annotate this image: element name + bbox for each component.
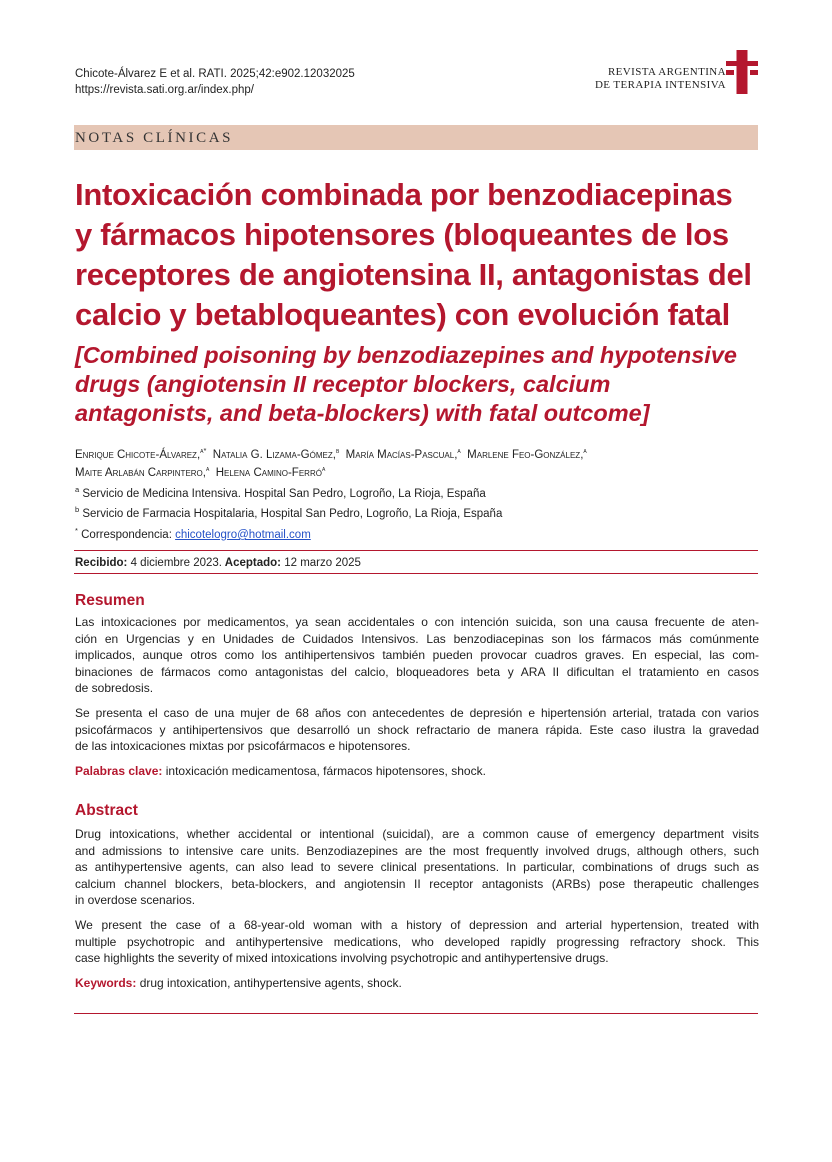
title-en-line: antagonists, and beta-blockers) with fatal outcome]: [75, 400, 650, 426]
divider-bottom: [74, 1013, 758, 1014]
correspondence-email-link[interactable]: chicotelogro@hotmail.com: [175, 529, 311, 541]
rati-logo-icon: [726, 50, 758, 94]
journal-name: [566, 66, 726, 92]
affiliation-a: $^a$ Servicio de Medicina Intensiva. Hospital San Pedro, Logroño, La Rioja, España: [75, 485, 486, 500]
divider-dates: [74, 573, 758, 574]
resumen-paragraph-1: Las intoxicaciones por medicamentos, ya sean accidentales o con intención suicida, son una causa frecuente de aten- ción en Urgencias y en Unidades de Cuidados Intensivos. Las benzodiacepinas son los fármacos más comúnmente implicados, aunque otros como los antihipertensivos también pueden provocar cuadros graves. En especial, las com- binaciones de fármacos como antagonistas del calcio, bloqueadores beta y ARA II dificultan el tratamiento en casos de sobredosis.: [75, 615, 759, 696]
journal-url[interactable]: https://revista.sati.org.ar/index.php/: [75, 84, 254, 96]
abstract-keywords: Keywords: drug intoxication, antihypertensive agents, shock.: [75, 976, 402, 990]
author: María Macías-Pascual,$^a$: [345, 446, 461, 461]
author: Marlene Feo-González,$^a$: [467, 446, 587, 461]
citation-block: [75, 66, 355, 98]
resumen-keywords: Palabras clave: intoxicación medicamentosa, fármacos hipotensores, shock.: [75, 764, 486, 778]
title-es-line: Intoxicación combinada por benzodiacepinas: [75, 177, 733, 212]
journal-name-line2: DE TERAPIA INTENSIVA: [594, 79, 726, 91]
article-title-es: [75, 175, 765, 335]
title-es-line: receptores de angiotensina II, antagonistas del: [75, 257, 752, 292]
author: Enrique Chicote-Álvarez,$^{a*}$: [75, 446, 207, 461]
received-date: 4 diciembre 2023.: [127, 557, 223, 569]
author: Helena Camino-Ferró$^a$: [215, 464, 326, 479]
section-label: NOTAS CLÍNICAS: [75, 130, 234, 146]
title-es-line: calcio y betabloqueantes) con evolución fatal: [75, 297, 730, 332]
accepted-date: 12 marzo 2025: [281, 557, 361, 569]
received-label: Recibido:: [75, 557, 128, 569]
keywords-label: Keywords:: [75, 976, 137, 990]
author-list: [75, 446, 765, 482]
correspondence: * Correspondencia: chicotelogro@hotmail.com: [75, 526, 311, 541]
journal-name-line1: REVISTA ARGENTINA: [607, 66, 726, 78]
title-en-line: drugs (angiotensin II receptor blockers, calcium: [75, 371, 611, 397]
citation-text: Chicote-Álvarez E et al. RATI. 2025;42:e902.12032025: [75, 68, 355, 80]
author: Natalia G. Lizama-Gómez,$^b$: [212, 446, 340, 461]
abstract-paragraph-2: We present the case of a 68-year-old woman with a history of depression and arterial hypertension, treated with multiple psychotropic and antihypertensive medications, who developed rapidly progressing refractory shock. This case highlights the severity of mixed intoxications involving psychotropic and antihypertensive drugs.: [75, 918, 759, 966]
affiliation-b: $^b$ Servicio de Farmacia Hospitalaria, Hospital San Pedro, Logroño, La Rioja, España: [75, 505, 503, 520]
keywords-label: Palabras clave:: [75, 764, 163, 778]
divider-top: [74, 550, 758, 551]
resumen-heading: Resumen: [75, 592, 145, 609]
article-title-en: [75, 341, 765, 428]
title-en-line: [Combined poisoning by benzodiazepines and hypotensive: [75, 342, 737, 368]
title-es-line: y fármacos hipotensores (bloqueantes de los: [75, 217, 729, 252]
resumen-paragraph-2: Se presenta el caso de una mujer de 68 años con antecedentes de depresión e hipertensión arterial, tratada con varios psicofármacos y antihipertensivos que desarrolló un shock refractario de manera rápida. Este caso ilustra la gravedad de las intoxicaciones mixtas por psicofármacos e hipotensores.: [75, 706, 759, 754]
author: Maite Arlabán Carpintero,$^a$: [75, 464, 210, 479]
abstract-paragraph-1: Drug intoxications, whether accidental or intentional (suicidal), are a common cause of emergency department visits and admissions to intensive care units. Benzodiazepines are the most frequently involved drugs, although others, such as antihypertensive agents, can also lead to severe clinical presentations. In particular, combinations of drugs such as calcium channel blockers, beta-blockers, and angiotensin II receptor antagonists (ARBs) pose therapeutic challenges in overdose scenarios.: [75, 827, 759, 908]
abstract-heading: Abstract: [75, 802, 138, 819]
accepted-label: Aceptado:: [222, 557, 282, 569]
article-dates: [75, 555, 361, 571]
